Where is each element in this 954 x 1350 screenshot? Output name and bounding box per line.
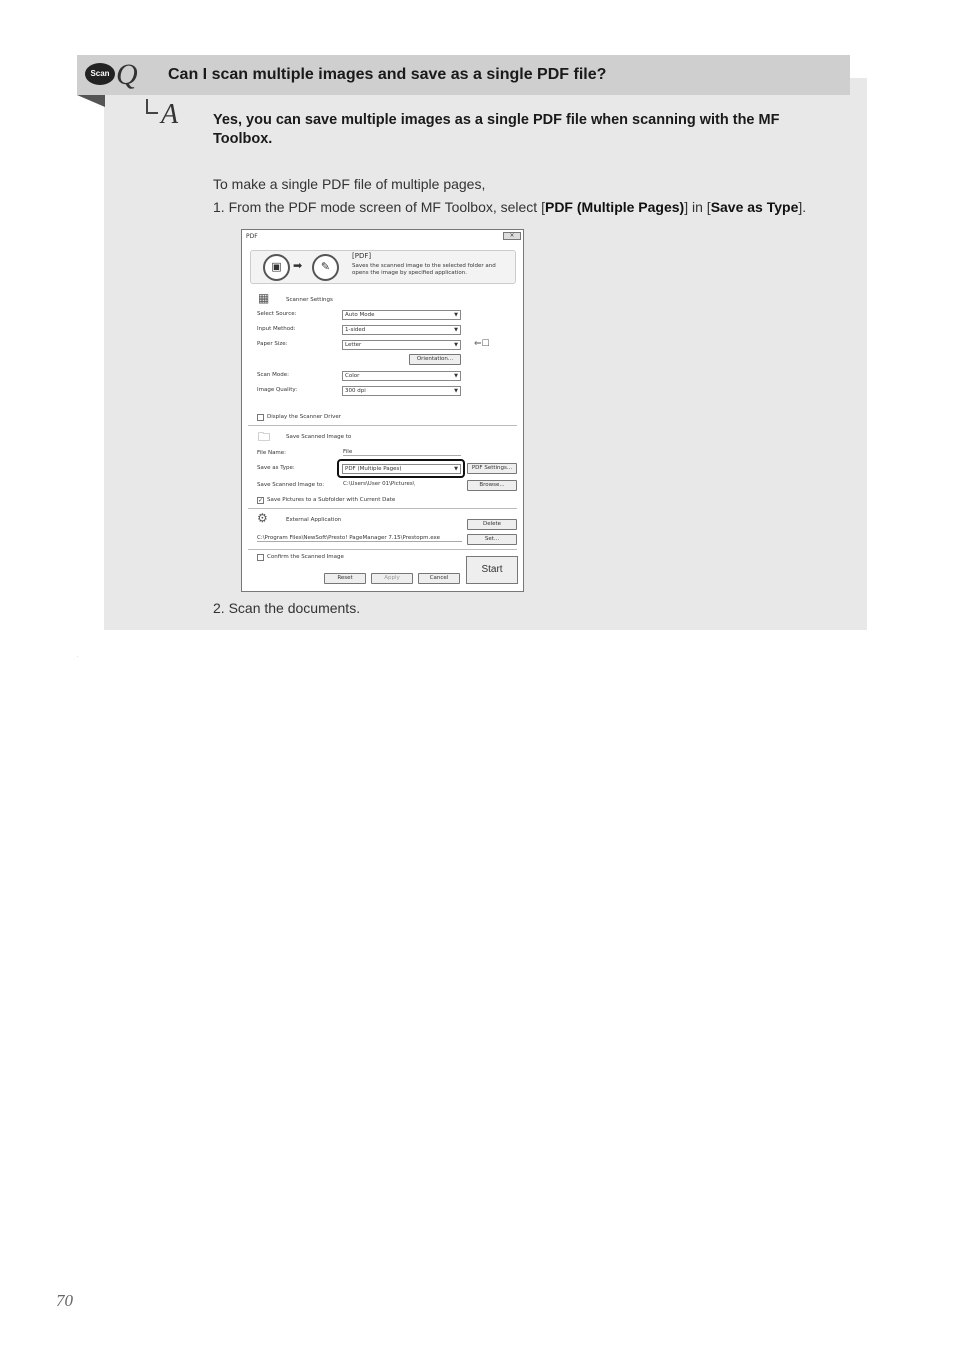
- input-method-label: Input Method:: [257, 326, 296, 332]
- cancel-button[interactable]: Cancel: [418, 573, 460, 584]
- start-button[interactable]: Start: [466, 556, 518, 584]
- orientation-button[interactable]: Orientation...: [409, 354, 461, 365]
- answer-text: Yes, you can save multiple images as a single PDF file when scanning with the MF Toolbox.: [213, 112, 780, 147]
- save-as-type-combo[interactable]: PDF (Multiple Pages) ▼: [342, 464, 461, 474]
- arrow-right-icon: ➡: [293, 259, 303, 272]
- question-text: Can I scan multiple images and save as a single PDF file?: [168, 66, 607, 83]
- pdf-dialog: [241, 229, 524, 592]
- scan-mode-label: Scan Mode:: [257, 372, 289, 378]
- display-driver-label: Display the Scanner Driver: [267, 414, 341, 420]
- folder-icon: 🗀: [258, 430, 271, 444]
- question-tab-corner: [77, 95, 105, 107]
- select-source-label: Select Source:: [257, 311, 297, 317]
- dialog-title: PDF: [246, 233, 258, 240]
- image-quality-label: Image Quality:: [257, 387, 298, 393]
- scanner-settings-icon: ▦: [258, 291, 270, 305]
- subfolder-checkbox[interactable]: ✓: [258, 497, 264, 504]
- external-application-heading: External Application: [286, 517, 342, 523]
- question-letter: Q: [116, 58, 138, 91]
- separator: [248, 425, 517, 426]
- save-scanned-image-to-heading: Save Scanned Image to: [286, 434, 352, 440]
- save-as-type-highlight: [337, 459, 465, 478]
- delete-button[interactable]: Delete: [467, 519, 517, 530]
- answer-corner-icon: [146, 99, 158, 114]
- reset-button[interactable]: Reset: [324, 573, 366, 584]
- step-1: 1. From the PDF mode screen of MF Toolbox, select [PDF (Multiple Pages)] in [Save as Type].: [213, 199, 807, 215]
- image-quality-combo[interactable]: 300 dpi ▼: [342, 386, 461, 396]
- file-name-field[interactable]: File: [343, 449, 461, 456]
- separator: [248, 549, 517, 550]
- scan-mode-combo[interactable]: Color ▼: [342, 371, 461, 381]
- set-button[interactable]: Set...: [467, 534, 517, 545]
- input-method-combo[interactable]: 1-sided ▼: [342, 325, 461, 335]
- display-driver-checkbox[interactable]: [257, 414, 264, 421]
- save-as-type-label: Save as Type:: [257, 465, 295, 471]
- save-location-label: Save Scanned Image to:: [257, 482, 325, 488]
- close-icon[interactable]: ×: [503, 232, 521, 240]
- scan-badge-icon: Scan: [85, 63, 115, 85]
- app-path-field: C:\Program Files\NewSoft\Presto! PageManager 7.15\Prestopm.exe: [257, 535, 462, 542]
- page-number: 70: [56, 1291, 73, 1310]
- paper-size-label: Paper Size:: [257, 341, 288, 347]
- header-description: Saves the scanned image to the selected folder and opens the image by specified application.: [352, 263, 496, 276]
- browse-button[interactable]: Browse...: [467, 480, 517, 491]
- intro-text: To make a single PDF file of multiple pages,: [213, 176, 486, 192]
- pdf-document-icon: ✎: [312, 254, 339, 281]
- save-location-value: C:\Users\User 01\Pictures\: [343, 481, 415, 487]
- header-title: [PDF]: [352, 252, 372, 260]
- paper-size-combo[interactable]: Letter ▼: [342, 340, 461, 350]
- scanner-icon: ▣: [263, 254, 290, 281]
- apply-button[interactable]: Apply: [371, 573, 413, 584]
- answer-letter: A: [161, 99, 179, 130]
- page-mark: ·: [77, 654, 79, 659]
- scanner-settings-label: Scanner Settings: [286, 297, 333, 303]
- separator: [248, 508, 517, 509]
- pdf-settings-button[interactable]: PDF Settings...: [467, 463, 517, 474]
- confirm-label: Confirm the Scanned Image: [267, 554, 344, 560]
- external-application-icon: ⚙: [257, 511, 268, 525]
- select-source-combo[interactable]: Auto Mode ▼: [342, 310, 461, 320]
- confirm-checkbox[interactable]: [257, 554, 264, 561]
- file-name-label: File Name:: [257, 450, 287, 456]
- step-2: 2. Scan the documents.: [213, 600, 361, 616]
- orientation-preview-icon: ⇐☐: [474, 339, 490, 349]
- subfolder-label: Save Pictures to a Subfolder with Current Date: [267, 497, 396, 503]
